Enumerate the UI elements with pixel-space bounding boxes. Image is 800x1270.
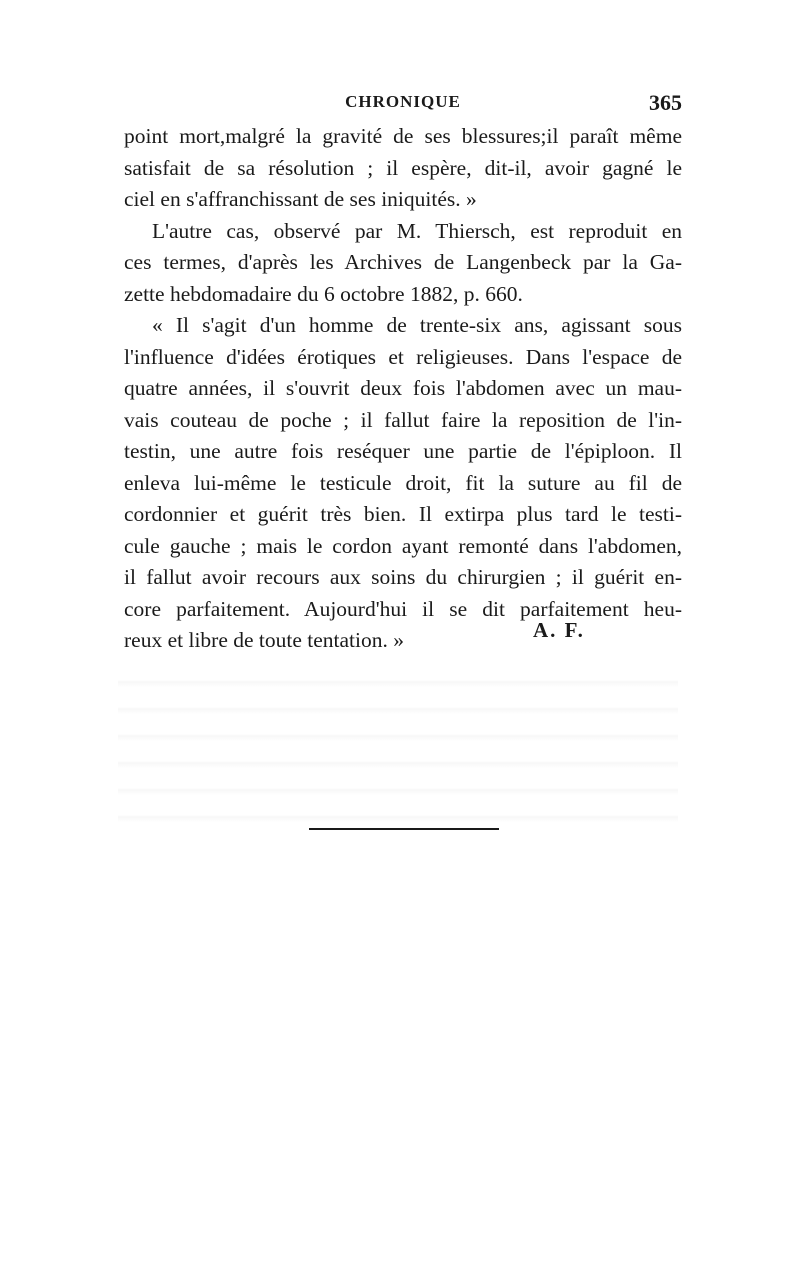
text-line: reux et libre de toute tentation. » [124, 628, 405, 652]
body-text [124, 121, 682, 657]
author-signature: A. F. [533, 618, 585, 642]
text-line: testin, une autre fois reséquer une partie de l'épiploon. Il [124, 439, 682, 463]
text-line: L'autre cas, observé par M. Thiersch, est reproduit en [152, 218, 682, 243]
text-line: ciel en s'affranchissant de ses iniquités. » [124, 187, 477, 211]
text-line: zette hebdomadaire du 6 octobre 1882, p. 660. [124, 281, 523, 306]
show-through-shading [118, 660, 678, 835]
text-line: satisfait de sa résolution ; il espère, dit-il, avoir gagné le [124, 155, 682, 180]
text-line: core parfaitement. Aujourd'hui il se dit parfaitement heu- [124, 596, 682, 621]
page-number: 365 [649, 90, 682, 115]
text-line: il fallut avoir recours aux soins du chirurgien ; il guérit en- [124, 565, 682, 589]
running-head [124, 92, 682, 118]
text-line: ces termes, d'après les Archives de Langenbeck par la Ga- [124, 250, 682, 274]
text-line: « Il s'agit d'un homme de trente-six ans, agissant sous [152, 313, 682, 337]
text-line: enleva lui-même le testicule droit, fit la suture au fil de [124, 470, 682, 495]
text-line: quatre années, il s'ouvrit deux fois l'abdomen avec un mau- [124, 376, 682, 400]
text-line: l'influence d'idées érotiques et religieuses. Dans l'espace de [124, 344, 682, 369]
text-line: vais couteau de poche ; il fallut faire la reposition de l'in- [124, 407, 682, 432]
section-divider [309, 828, 499, 830]
text-line: cordonnier et guérit très bien. Il extirpa plus tard le testi- [124, 502, 682, 526]
running-title: CHRONIQUE [345, 92, 461, 111]
text-line: cule gauche ; mais le cordon ayant remonté dans l'abdomen, [124, 533, 682, 558]
text-line: point mort,malgré la gravité de ses blessures;il paraît même [124, 124, 682, 148]
